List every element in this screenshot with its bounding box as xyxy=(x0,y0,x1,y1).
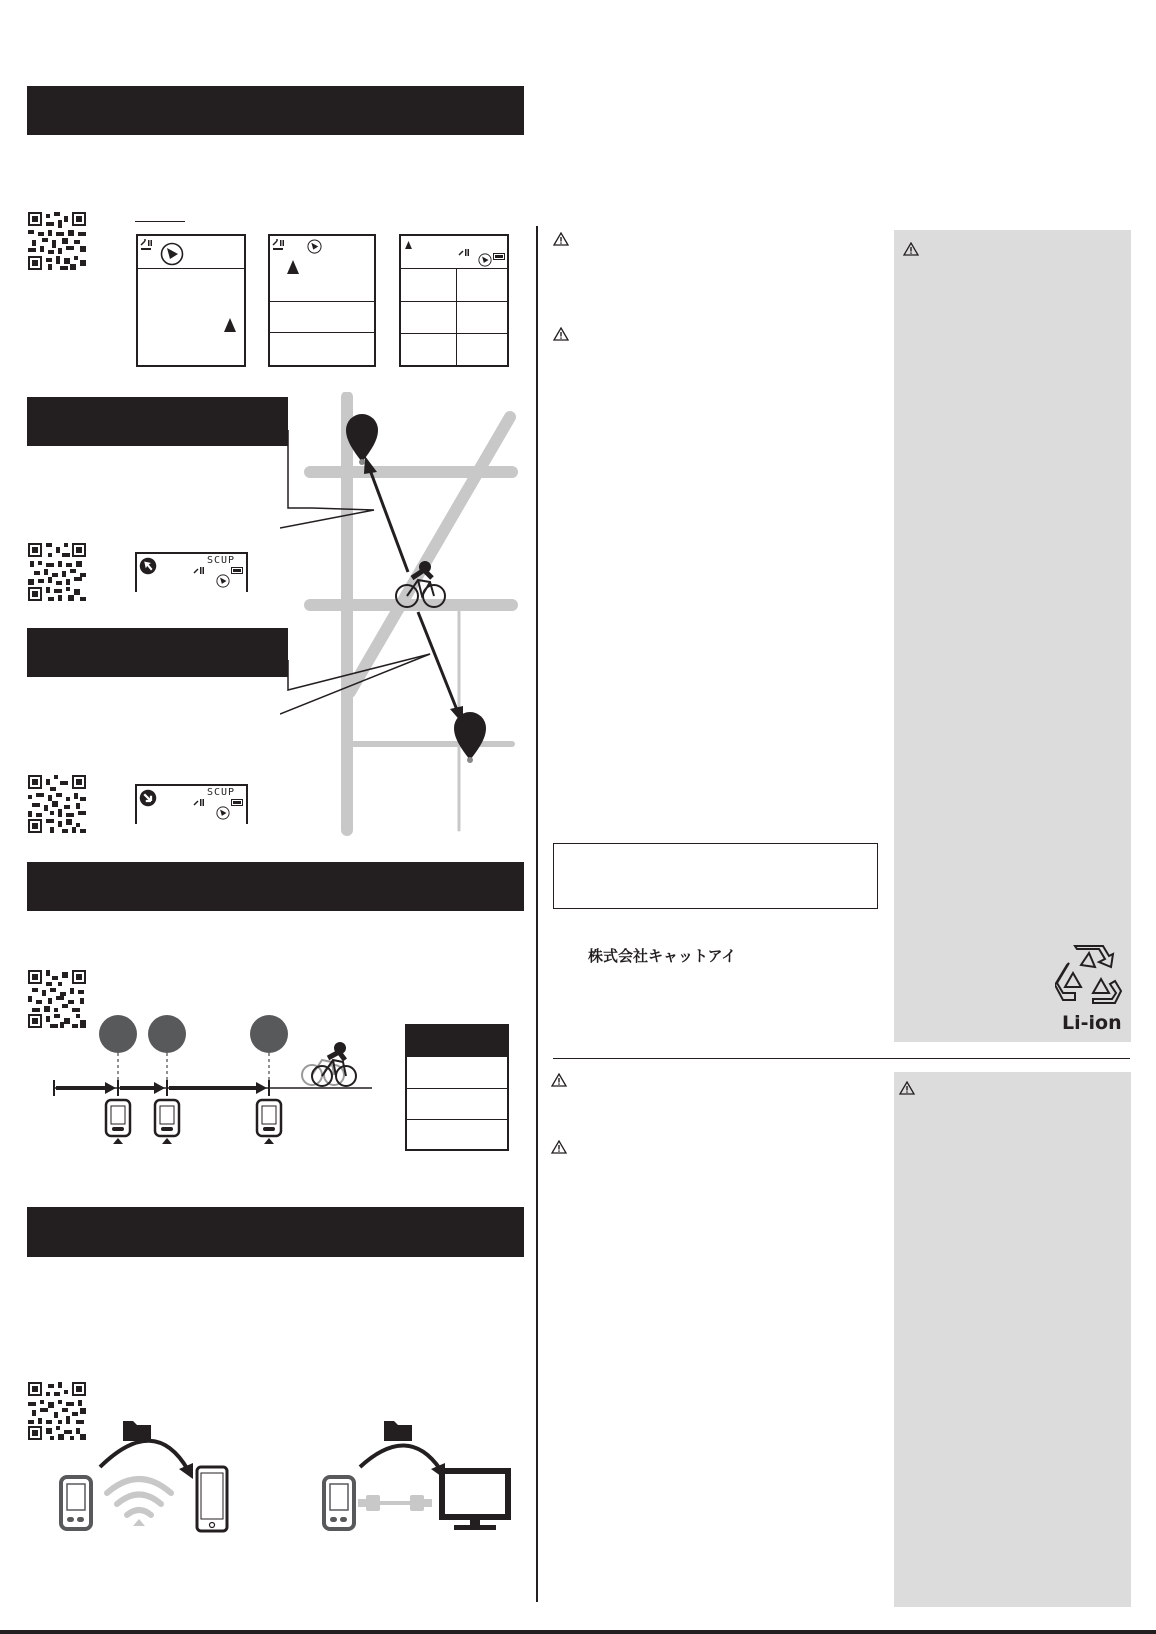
folder-icon xyxy=(384,1421,412,1441)
device-icon xyxy=(155,1100,179,1144)
warning-panel-upper xyxy=(894,230,1131,1042)
warning-triangle-icon xyxy=(903,242,919,256)
signal-icon xyxy=(458,248,472,258)
lap-table xyxy=(405,1024,509,1151)
triangle-marker-icon xyxy=(287,260,299,274)
scup-label: SCUP xyxy=(207,787,236,798)
route-map-illustration xyxy=(280,392,526,836)
lcd-screen-2 xyxy=(268,234,376,367)
turn-arrow-icon xyxy=(139,557,157,575)
wired-transfer-illustration xyxy=(318,1415,518,1535)
section-header-bar-5 xyxy=(27,1207,524,1257)
wifi-icon xyxy=(107,1479,171,1515)
scup-label: SCUP xyxy=(207,555,236,566)
battery-icon xyxy=(493,253,506,260)
battery-icon xyxy=(231,799,244,806)
device-icon xyxy=(61,1477,91,1529)
li-ion-label: Li-ion xyxy=(1062,1012,1122,1034)
triangle-marker-icon xyxy=(224,318,236,332)
device-icon xyxy=(257,1100,281,1144)
compass-arrow-icon xyxy=(216,574,230,588)
company-logo xyxy=(588,945,736,966)
section-header-bar-3 xyxy=(27,628,288,677)
qr-code-icon xyxy=(28,543,86,601)
compass-arrow-icon xyxy=(478,253,492,267)
recycle-icon xyxy=(1055,945,1123,1007)
usb-cable-icon xyxy=(358,1495,432,1511)
company-name: 株式会社キャットアイ xyxy=(588,947,737,965)
wireless-transfer-illustration xyxy=(55,1415,235,1535)
compass-arrow-icon xyxy=(307,239,322,254)
compact-lcd-1 xyxy=(135,552,248,592)
compact-lcd-2 xyxy=(135,784,248,824)
warning-triangle-icon xyxy=(551,1140,567,1154)
device-icon xyxy=(324,1477,354,1529)
triangle-marker-icon xyxy=(405,241,412,249)
warning-panel-lower xyxy=(894,1072,1131,1607)
lcd-screen-1 xyxy=(136,234,246,367)
section-header-bar-2 xyxy=(27,397,288,446)
signal-icon xyxy=(193,798,207,808)
signal-icon xyxy=(193,566,207,576)
device-icon xyxy=(106,1100,130,1144)
notice-box xyxy=(553,843,878,909)
warning-triangle-icon xyxy=(899,1081,915,1095)
warning-triangle-icon xyxy=(553,327,569,341)
turn-arrow-icon xyxy=(139,789,157,807)
column-divider xyxy=(536,226,538,1602)
signal-icon xyxy=(272,238,286,252)
section-header-bar-1 xyxy=(27,86,524,135)
monitor-icon xyxy=(442,1471,508,1530)
smartphone-icon xyxy=(197,1467,227,1531)
qr-code-icon xyxy=(28,212,86,270)
qr-code-icon xyxy=(28,775,86,833)
lap-timeline-diagram xyxy=(50,1010,380,1160)
underline-label xyxy=(135,221,185,222)
bottom-edge xyxy=(0,1630,1156,1634)
section-divider xyxy=(553,1058,1130,1059)
warning-triangle-icon xyxy=(551,1073,567,1087)
lap-table-header xyxy=(407,1026,507,1057)
section-header-bar-4 xyxy=(27,862,524,911)
compass-arrow-icon xyxy=(160,242,184,266)
folder-icon xyxy=(123,1421,151,1441)
lcd-screen-3 xyxy=(399,234,509,367)
battery-icon xyxy=(231,567,244,574)
compass-arrow-icon xyxy=(216,806,230,820)
warning-triangle-icon xyxy=(553,232,569,246)
signal-icon xyxy=(140,238,154,252)
